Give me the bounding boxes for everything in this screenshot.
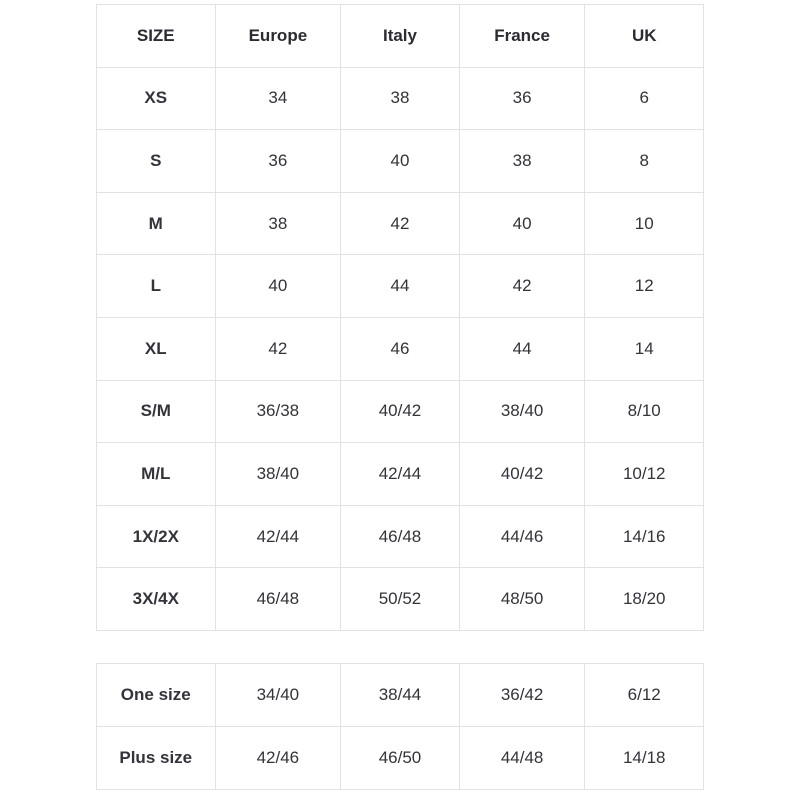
cell-uk: 10	[585, 192, 704, 255]
table-row	[97, 443, 704, 506]
table-row	[97, 255, 704, 318]
cell-italy: 46	[341, 317, 460, 380]
size-conversion-table	[96, 4, 704, 631]
cell-size: 1X/2X	[97, 505, 216, 568]
cell-europe: 38	[215, 192, 341, 255]
cell-europe: 46/48	[215, 568, 341, 631]
cell-size: L	[97, 255, 216, 318]
cell-italy: 44	[341, 255, 460, 318]
cell-italy: 40/42	[341, 380, 460, 443]
cell-uk: 18/20	[585, 568, 704, 631]
table-header-row	[97, 5, 704, 68]
cell-europe: 42/44	[215, 505, 341, 568]
table-row	[97, 568, 704, 631]
table-body	[97, 67, 704, 630]
cell-france: 40/42	[459, 443, 585, 506]
table-row	[97, 663, 704, 726]
cell-europe: 42/46	[215, 726, 341, 789]
cell-europe: 40	[215, 255, 341, 318]
cell-europe: 38/40	[215, 443, 341, 506]
cell-size: One size	[97, 663, 216, 726]
cell-france: 36	[459, 67, 585, 130]
cell-uk: 8/10	[585, 380, 704, 443]
cell-france: 38/40	[459, 380, 585, 443]
cell-uk: 14/16	[585, 505, 704, 568]
cell-france: 38	[459, 130, 585, 193]
table-row	[97, 726, 704, 789]
table-row	[97, 67, 704, 130]
cell-europe: 42	[215, 317, 341, 380]
cell-italy: 42/44	[341, 443, 460, 506]
cell-uk: 14	[585, 317, 704, 380]
column-header-size: SIZE	[97, 5, 216, 68]
cell-italy: 46/48	[341, 505, 460, 568]
cell-italy: 40	[341, 130, 460, 193]
column-header-europe: Europe	[215, 5, 341, 68]
column-header-italy: Italy	[341, 5, 460, 68]
table-row	[97, 130, 704, 193]
cell-italy: 38	[341, 67, 460, 130]
cell-france: 44/48	[459, 726, 585, 789]
cell-size: XS	[97, 67, 216, 130]
table-row	[97, 505, 704, 568]
cell-uk: 12	[585, 255, 704, 318]
cell-france: 44/46	[459, 505, 585, 568]
cell-france: 40	[459, 192, 585, 255]
cell-uk: 6/12	[585, 663, 704, 726]
cell-france: 42	[459, 255, 585, 318]
cell-france: 48/50	[459, 568, 585, 631]
cell-uk: 8	[585, 130, 704, 193]
multi-size-conversion-table	[96, 663, 704, 790]
column-header-uk: UK	[585, 5, 704, 68]
cell-france: 36/42	[459, 663, 585, 726]
table-row	[97, 380, 704, 443]
table-header	[97, 5, 704, 68]
cell-europe: 34/40	[215, 663, 341, 726]
cell-size: Plus size	[97, 726, 216, 789]
cell-europe: 36	[215, 130, 341, 193]
table-row	[97, 192, 704, 255]
cell-uk: 10/12	[585, 443, 704, 506]
cell-italy: 46/50	[341, 726, 460, 789]
cell-uk: 14/18	[585, 726, 704, 789]
cell-europe: 36/38	[215, 380, 341, 443]
cell-italy: 42	[341, 192, 460, 255]
cell-italy: 38/44	[341, 663, 460, 726]
table-body	[97, 663, 704, 789]
column-header-france: France	[459, 5, 585, 68]
cell-size: M/L	[97, 443, 216, 506]
cell-france: 44	[459, 317, 585, 380]
cell-uk: 6	[585, 67, 704, 130]
cell-size: S/M	[97, 380, 216, 443]
cell-size: S	[97, 130, 216, 193]
cell-italy: 50/52	[341, 568, 460, 631]
table-row	[97, 317, 704, 380]
cell-size: M	[97, 192, 216, 255]
cell-europe: 34	[215, 67, 341, 130]
cell-size: XL	[97, 317, 216, 380]
cell-size: 3X/4X	[97, 568, 216, 631]
